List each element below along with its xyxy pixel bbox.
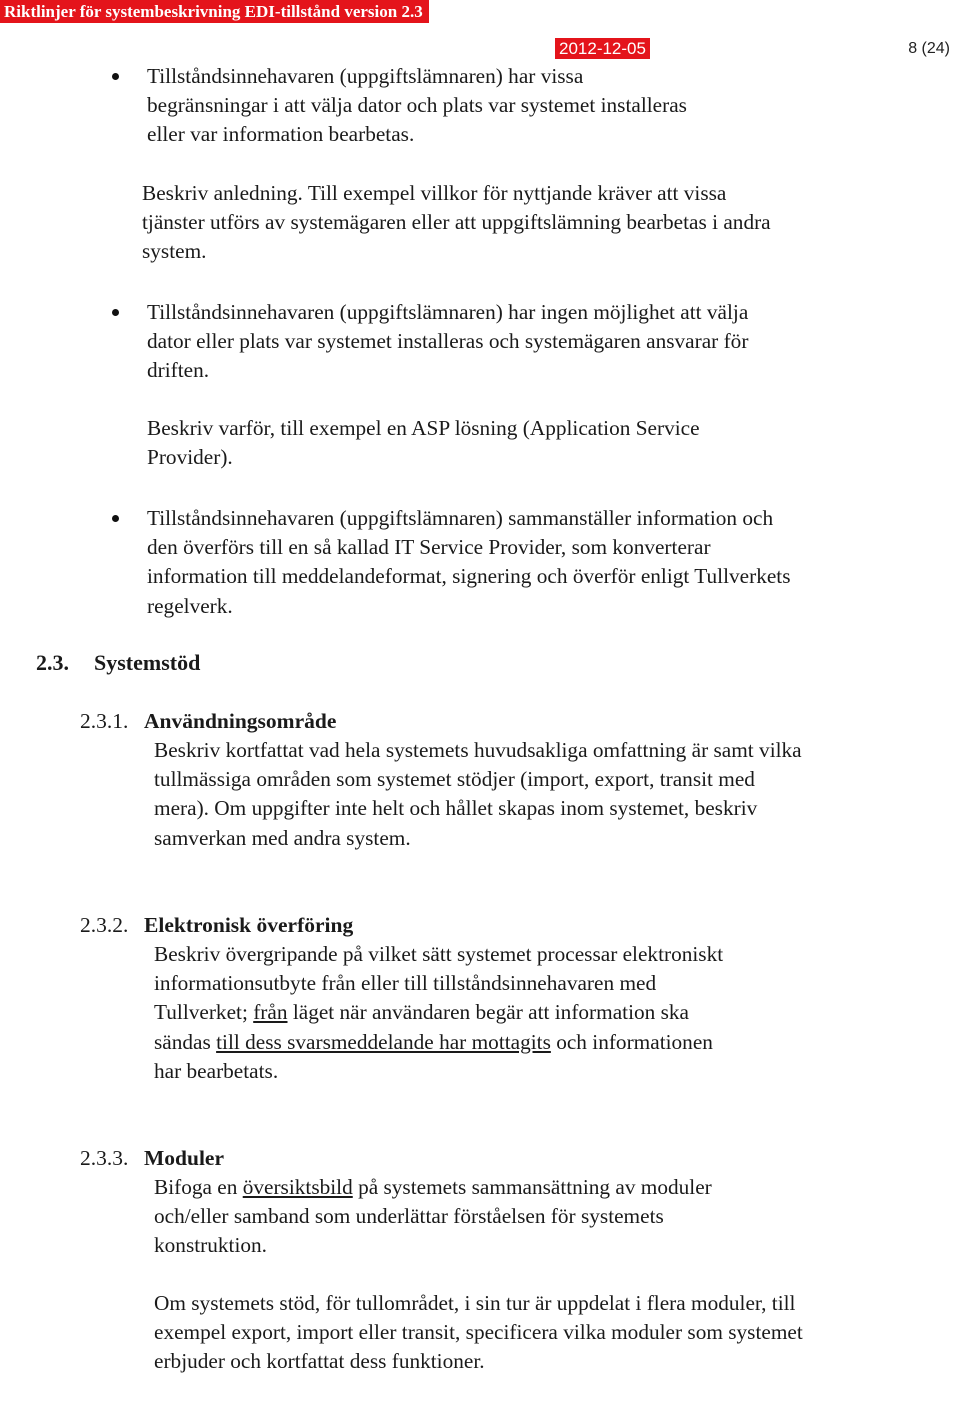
underlined-text: från <box>253 1000 288 1025</box>
subsection-title: Moduler <box>144 1146 225 1170</box>
document-title: Riktlinjer för systembeskrivning EDI-tillstånd version 2.3 <box>0 0 429 23</box>
bullet-icon <box>112 515 119 522</box>
section-number: 2.3. <box>36 650 69 675</box>
bullet-text: Tillståndsinnehavaren (uppgiftslämnaren) sammanställer information och den överförs till en så kallad IT Service Provider, som konverterar information till meddelandeformat, signering och överför enligt Tullverkets regelverk. <box>147 506 791 618</box>
page-number: 8 (24) <box>908 40 950 57</box>
bullet-description: Beskriv varför, till exempel en ASP lösning (Application Service Provider). <box>147 416 700 470</box>
subsection-title: Elektronisk överföring <box>144 913 354 937</box>
document-date: 2012-12-05 <box>555 38 650 59</box>
subsection-title: Användningsområde <box>144 709 337 733</box>
bullet-icon <box>112 73 119 80</box>
subsection-body <box>154 940 729 1086</box>
section-heading <box>36 648 200 678</box>
subsection-body-continued: Om systemets stöd, för tullområdet, i sin tur är uppdelat i flera moduler, till exempel export, import eller transit, specificera vilka moduler som systemet erbjuder och kortfattat dess funktioner. <box>154 1291 803 1374</box>
body-text: på systemets sammansättning av moduler och/eller samband som underlättar förståelsen för systemets konstruktion. <box>154 1175 712 1258</box>
subsection-heading <box>80 706 336 736</box>
bullet-text: Tillståndsinnehavaren (uppgiftslämnaren) har vissa begränsningar i att välja dator och plats var systemet installeras eller var information bearbetas. <box>147 64 687 147</box>
body-text: och informationen har bearbetats. <box>154 1029 713 1083</box>
body-text: Beskriv övergripande på vilket sätt systemet processar elektroniskt informationsutbyte från eller till tillståndsinnehavaren med Tullverket; <box>154 942 724 1025</box>
subsection-heading <box>80 910 353 940</box>
bullet-description: Beskriv anledning. Till exempel villkor för nyttjande kräver att vissa tjänster utförs av systemägaren eller att uppgiftslämning bearbetas i andra system. <box>142 181 771 264</box>
subsection-body <box>154 1173 764 1261</box>
section-title: Systemstöd <box>94 650 201 675</box>
subsection-heading <box>80 1143 224 1173</box>
subsection-body: Beskriv kortfattat vad hela systemets huvudsakliga omfattning är samt vilka tullmässiga områden som systemet stödjer (import, export, transit med mera). Om uppgifter inte helt och hållet skapas inom systemet, beskriv samverkan med andra system. <box>154 738 802 850</box>
subsection-number: 2.3.1. <box>80 709 129 733</box>
bullet-icon <box>112 309 119 316</box>
subsection-number: 2.3.2. <box>80 913 129 937</box>
body-text: Bifoga en <box>154 1175 243 1199</box>
underlined-text: översiktsbild <box>242 1175 353 1199</box>
underlined-text: till dess svarsmeddelande har mottagits <box>216 1029 551 1054</box>
bullet-text: Tillståndsinnehavaren (uppgiftslämnaren) har ingen möjlighet att välja dator eller plats var systemet installeras och systemägaren ansvarar för driften. <box>147 300 749 383</box>
body-text: läget när användaren begär att information ska sändas <box>154 1000 690 1054</box>
subsection-number: 2.3.3. <box>80 1146 129 1170</box>
